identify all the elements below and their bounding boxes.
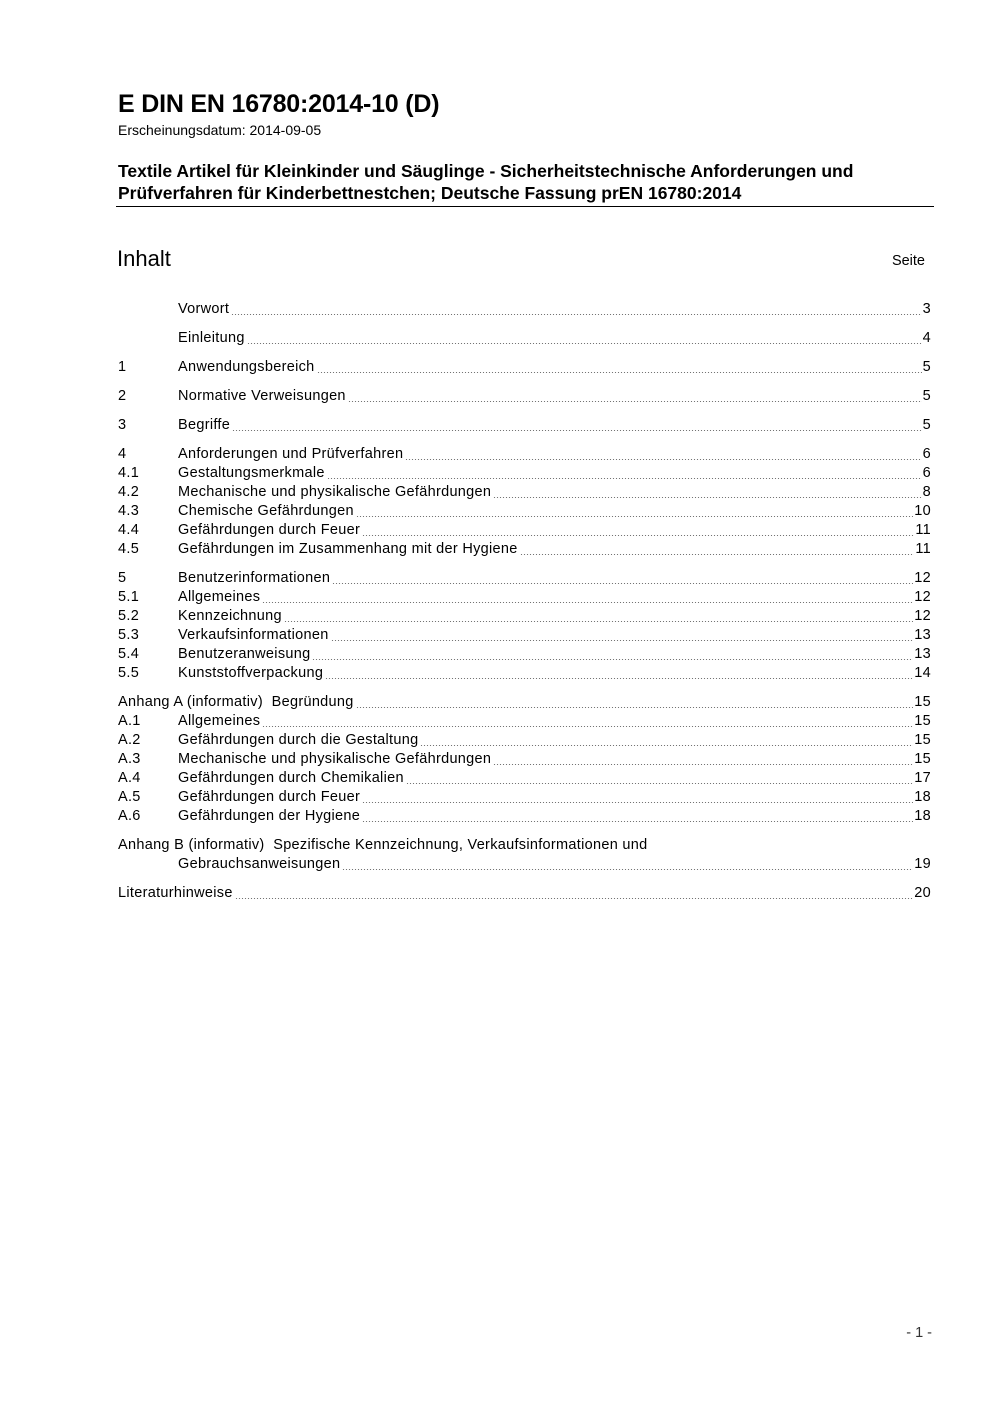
- toc-entry-number: 5.5: [118, 665, 140, 681]
- toc-dot-leader: [356, 707, 914, 708]
- toc-entry-page: 18: [914, 808, 931, 824]
- toc-entry-number: 1: [118, 359, 127, 375]
- toc-entry-label: Kunststoffverpackung: [178, 665, 324, 681]
- toc-heading: Inhalt: [117, 246, 171, 271]
- toc-entry-a-4[interactable]: [118, 769, 931, 788]
- toc-entry-number: 4.2: [118, 484, 140, 500]
- toc-dot-leader: [342, 869, 913, 870]
- toc-entry-page: 18: [914, 789, 931, 805]
- toc-entry-label: Benutzerinformationen: [178, 570, 331, 586]
- toc-dot-leader: [348, 401, 922, 402]
- toc-entry-anhang-b[interactable]: [118, 836, 931, 855]
- publication-date: Erscheinungsdatum: 2014-09-05: [118, 122, 322, 138]
- toc-dot-leader: [356, 516, 913, 517]
- toc-entry-page: 12: [914, 608, 931, 624]
- toc-dot-leader: [262, 602, 913, 603]
- toc-page-column-label: Seite: [891, 253, 925, 269]
- toc-entry-literaturhinweise[interactable]: [118, 884, 931, 903]
- annex-title: Spezifische Kennzeichnung, Verkaufsinformationen und: [273, 837, 648, 853]
- toc-entry-5-3[interactable]: [118, 626, 931, 645]
- toc-entry-page: 20: [914, 885, 931, 901]
- toc-dot-leader: [493, 497, 921, 498]
- toc-dot-leader: [520, 554, 915, 555]
- toc-entry-2[interactable]: [118, 387, 931, 406]
- toc-entry-page: 14: [914, 665, 931, 681]
- toc-entry-page: 11: [915, 541, 931, 557]
- toc-entry-5-5[interactable]: [118, 664, 931, 683]
- toc-entry-label: Kennzeichnung: [178, 608, 282, 624]
- toc-entry-5-4[interactable]: [118, 645, 931, 664]
- toc-dot-leader: [284, 621, 913, 622]
- toc-entry-label: Vorwort: [178, 301, 230, 317]
- toc-entry-4-3[interactable]: [118, 502, 931, 521]
- toc-dot-leader: [406, 783, 913, 784]
- toc-entry-page: 17: [914, 770, 931, 786]
- toc-entry-anhang-b-continued[interactable]: [118, 855, 931, 874]
- toc-entry-page: 5: [922, 388, 931, 404]
- toc-entry-4-4[interactable]: [118, 521, 931, 540]
- toc-entry-4-2[interactable]: [118, 483, 931, 502]
- toc-dot-leader: [325, 678, 913, 679]
- toc-entry-label: Normative Verweisungen: [178, 388, 346, 404]
- toc-dot-leader: [327, 478, 922, 479]
- toc-entry-label: Gefährdungen durch Feuer: [178, 789, 361, 805]
- toc-entry-label: Gefährdungen durch Chemikalien: [178, 770, 404, 786]
- toc-entry-number: 5.4: [118, 646, 140, 662]
- toc-entry-page: 3: [922, 301, 931, 317]
- toc-entry-label: Gefährdungen der Hygiene: [178, 808, 361, 824]
- toc-entry-page: 6: [922, 465, 931, 481]
- toc-entry-number: A.5: [118, 789, 141, 805]
- toc-entry-label: Chemische Gefährdungen: [178, 503, 354, 519]
- toc-entry-label: Mechanische und physikalische Gefährdungen: [178, 751, 492, 767]
- toc-entry-page: 19: [914, 856, 931, 872]
- toc-entry-page: 4: [922, 330, 931, 346]
- page-number: - 1 -: [906, 1325, 932, 1341]
- toc-entry-page: 13: [914, 627, 931, 643]
- toc-entry-a-1[interactable]: [118, 712, 931, 731]
- toc-dot-leader: [362, 821, 913, 822]
- toc-entry-label: Allgemeines: [178, 589, 261, 605]
- toc-entry-1[interactable]: [118, 358, 931, 377]
- toc-dot-leader: [312, 659, 913, 660]
- toc-entry-page: 13: [914, 646, 931, 662]
- toc-entry-5-1[interactable]: [118, 588, 931, 607]
- toc-entry-4-1[interactable]: [118, 464, 931, 483]
- toc-entry-number: 2: [118, 388, 127, 404]
- toc-entry-page: 10: [914, 503, 931, 519]
- toc-entry-page: 5: [922, 417, 931, 433]
- toc-entry-number: 4.4: [118, 522, 140, 538]
- toc-dot-leader: [420, 745, 913, 746]
- toc-dot-leader: [405, 459, 921, 460]
- toc-entry-number: A.1: [118, 713, 141, 729]
- toc-entry-label: Gefährdungen im Zusammenhang mit der Hygiene: [178, 541, 518, 557]
- toc-dot-leader: [493, 764, 913, 765]
- toc-entry-anhang-a[interactable]: [118, 693, 931, 712]
- toc-entry-label: Anwendungsbereich: [178, 359, 315, 375]
- table-of-contents: [118, 300, 931, 903]
- toc-entry-3[interactable]: [118, 416, 931, 435]
- toc-entry-page: 12: [914, 589, 931, 605]
- toc-entry-number: 5.2: [118, 608, 140, 624]
- toc-entry-number: 4: [118, 446, 127, 462]
- toc-entry-label: [118, 693, 354, 712]
- annex-informative-tag: (informativ): [186, 694, 263, 710]
- toc-entry-page: 8: [922, 484, 931, 500]
- toc-entry-a-3[interactable]: [118, 750, 931, 769]
- toc-entry-5-2[interactable]: [118, 607, 931, 626]
- toc-entry-a-5[interactable]: [118, 788, 931, 807]
- toc-entry-label: Gefährdungen durch die Gestaltung: [178, 732, 419, 748]
- toc-dot-leader: [262, 726, 913, 727]
- toc-entry-label: Allgemeines: [178, 713, 261, 729]
- toc-entry-page: 11: [915, 522, 931, 538]
- toc-dot-leader: [231, 314, 921, 315]
- toc-entry-number: 5: [118, 570, 127, 586]
- toc-entry-number: 4.5: [118, 541, 140, 557]
- toc-entry-label: Gefährdungen durch Feuer: [178, 522, 361, 538]
- toc-entry-label: Einleitung: [178, 330, 245, 346]
- annex-title: Begründung: [271, 694, 354, 710]
- toc-entry-label: [118, 836, 648, 855]
- toc-entry-page: 12: [914, 570, 931, 586]
- toc-entry-page: 15: [914, 751, 931, 767]
- annex-prefix: Anhang B: [118, 837, 185, 853]
- title-divider: [116, 206, 934, 207]
- toc-entry-5[interactable]: [118, 569, 931, 588]
- toc-entry-number: A.2: [118, 732, 141, 748]
- toc-dot-leader: [235, 898, 914, 899]
- toc-dot-leader: [332, 583, 913, 584]
- toc-dot-leader: [247, 343, 922, 344]
- toc-entry-label: Mechanische und physikalische Gefährdungen: [178, 484, 492, 500]
- toc-entry-a-2[interactable]: [118, 731, 931, 750]
- toc-entry-page: 15: [914, 713, 931, 729]
- document-title: Textile Artikel für Kleinkinder und Säuglinge - Sicherheitstechnische Anforderungen und Prüfverfahren für Kinderbettnestchen; Deutsche Fassung prEN 16780:2014: [118, 161, 854, 203]
- toc-dot-leader: [362, 802, 913, 803]
- document-id: E DIN EN 16780:2014-10 (D): [118, 90, 440, 118]
- toc-dot-leader: [317, 372, 922, 373]
- toc-dot-leader: [362, 535, 914, 536]
- toc-entry-4[interactable]: [118, 445, 931, 464]
- toc-entry-number: 4.3: [118, 503, 140, 519]
- toc-entry-label: Benutzeranweisung: [178, 646, 311, 662]
- toc-entry-page: 6: [922, 446, 931, 462]
- toc-entry-vorwort[interactable]: [118, 300, 931, 319]
- toc-entry-number: A.4: [118, 770, 141, 786]
- annex-prefix: Anhang A: [118, 694, 183, 710]
- toc-entry-label: Begriffe: [178, 417, 231, 433]
- toc-entry-label: Gebrauchsanweisungen: [178, 856, 341, 872]
- annex-informative-tag: (informativ): [188, 837, 265, 853]
- toc-entry-page: 5: [922, 359, 931, 375]
- toc-entry-label: Gestaltungsmerkmale: [178, 465, 325, 481]
- toc-entry-number: 4.1: [118, 465, 140, 481]
- toc-entry-number: 5.3: [118, 627, 140, 643]
- toc-dot-leader: [232, 430, 922, 431]
- toc-entry-number: A.6: [118, 808, 141, 824]
- toc-entry-4-5[interactable]: [118, 540, 931, 559]
- toc-dot-leader: [331, 640, 914, 641]
- toc-entry-page: 15: [914, 732, 931, 748]
- toc-entry-label: Verkaufsinformationen: [178, 627, 329, 643]
- toc-entry-number: 3: [118, 417, 127, 433]
- toc-entry-label: Anforderungen und Prüfverfahren: [178, 446, 404, 462]
- toc-entry-page: 15: [914, 694, 931, 710]
- toc-entry-a-6[interactable]: [118, 807, 931, 826]
- toc-entry-einleitung[interactable]: [118, 329, 931, 348]
- toc-entry-number: 5.1: [118, 589, 140, 605]
- toc-entry-number: A.3: [118, 751, 141, 767]
- toc-entry-label: Literaturhinweise: [118, 885, 233, 901]
